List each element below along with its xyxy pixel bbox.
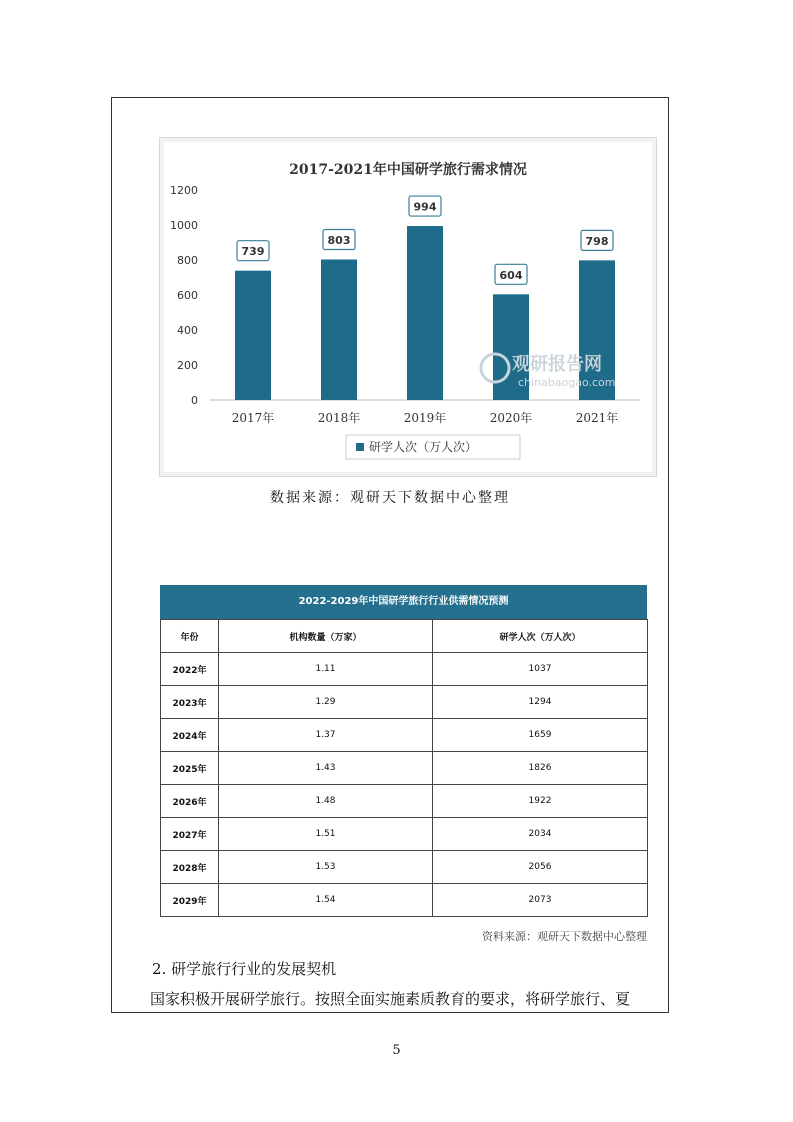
- cell-year: 2027年: [161, 818, 219, 851]
- cell-visitors: 2073: [433, 884, 648, 917]
- body-paragraph: 国家积极开展研学旅行。按照全面实施素质教育的要求，将研学旅行、夏: [150, 990, 631, 1008]
- cell-visitors: 2056: [433, 851, 648, 884]
- section-heading: 2. 研学旅行行业的发展契机: [152, 960, 337, 978]
- x-tick-label: 2019年: [403, 411, 447, 425]
- header-institutions: 机构数量（万家）: [219, 620, 433, 653]
- cell-year: 2025年: [161, 752, 219, 785]
- watermark-domain: chinabaogao.com: [518, 376, 616, 389]
- watermark-brand: 观研报告网: [512, 354, 602, 375]
- x-tick-label: 2017年: [231, 411, 275, 425]
- page-number: 5: [392, 1043, 401, 1058]
- table-row: [161, 851, 648, 884]
- chart-title: 2017-2021年中国研学旅行需求情况: [289, 162, 527, 178]
- cell-year: 2024年: [161, 719, 219, 752]
- cell-visitors: 1659: [433, 719, 648, 752]
- table-row: [161, 653, 648, 686]
- cell-institutions: 1.54: [219, 884, 433, 917]
- legend-swatch: [356, 443, 364, 451]
- y-tick-label: 1000: [170, 219, 198, 232]
- header-visitors: 研学人次（万人次）: [433, 620, 648, 653]
- cell-institutions: 1.29: [219, 686, 433, 719]
- cell-visitors: 1826: [433, 752, 648, 785]
- y-tick-label: 1200: [170, 184, 198, 197]
- data-label: 798: [585, 234, 609, 248]
- cell-institutions: 1.11: [219, 653, 433, 686]
- data-label: 739: [241, 245, 265, 259]
- cell-institutions: 1.51: [219, 818, 433, 851]
- table-row: [161, 752, 648, 785]
- cell-year: 2029年: [161, 884, 219, 917]
- cell-institutions: 1.48: [219, 785, 433, 818]
- y-tick-label: 800: [177, 254, 198, 267]
- cell-institutions: 1.43: [219, 752, 433, 785]
- x-axis: [232, 410, 619, 425]
- legend-label: 研学人次（万人次）: [369, 440, 478, 454]
- forecast-table: [160, 585, 647, 917]
- cell-visitors: 1922: [433, 785, 648, 818]
- cell-year: 2026年: [161, 785, 219, 818]
- x-tick-label: 2020年: [489, 411, 533, 425]
- y-tick-label: 200: [177, 359, 198, 372]
- cell-visitors: 1037: [433, 653, 648, 686]
- x-tick-label: 2021年: [575, 411, 619, 425]
- bar: [321, 259, 357, 400]
- y-tick-label: 600: [177, 289, 198, 302]
- cell-year: 2022年: [161, 653, 219, 686]
- forecast-table-grid: [160, 619, 648, 917]
- cell-institutions: 1.53: [219, 851, 433, 884]
- bar-chart: [159, 137, 657, 477]
- data-label: 604: [499, 268, 523, 282]
- table-row: [161, 818, 648, 851]
- cell-year: 2028年: [161, 851, 219, 884]
- y-tick-label: 400: [177, 324, 198, 337]
- table-header-row: [161, 620, 648, 653]
- table-title: 2022-2029年中国研学旅行行业供需情况预测: [160, 585, 647, 619]
- chart-legend: [346, 435, 520, 459]
- table-row: [161, 719, 648, 752]
- y-tick-label: 0: [191, 394, 198, 407]
- table-row: [161, 884, 648, 917]
- data-label: 803: [327, 233, 351, 247]
- cell-visitors: 1294: [433, 686, 648, 719]
- bar: [235, 271, 271, 400]
- cell-year: 2023年: [161, 686, 219, 719]
- table-row: [161, 785, 648, 818]
- chart-caption: 数据来源：观研天下数据中心整理: [270, 490, 510, 506]
- header-year: 年份: [161, 620, 219, 653]
- bar-chart-svg: [160, 138, 656, 476]
- table-row: [161, 686, 648, 719]
- data-label: 994: [413, 200, 437, 214]
- bar: [407, 226, 443, 400]
- cell-institutions: 1.37: [219, 719, 433, 752]
- cell-visitors: 2034: [433, 818, 648, 851]
- table-source: 资料来源：观研天下数据中心整理: [482, 930, 647, 943]
- x-tick-label: 2018年: [317, 411, 361, 425]
